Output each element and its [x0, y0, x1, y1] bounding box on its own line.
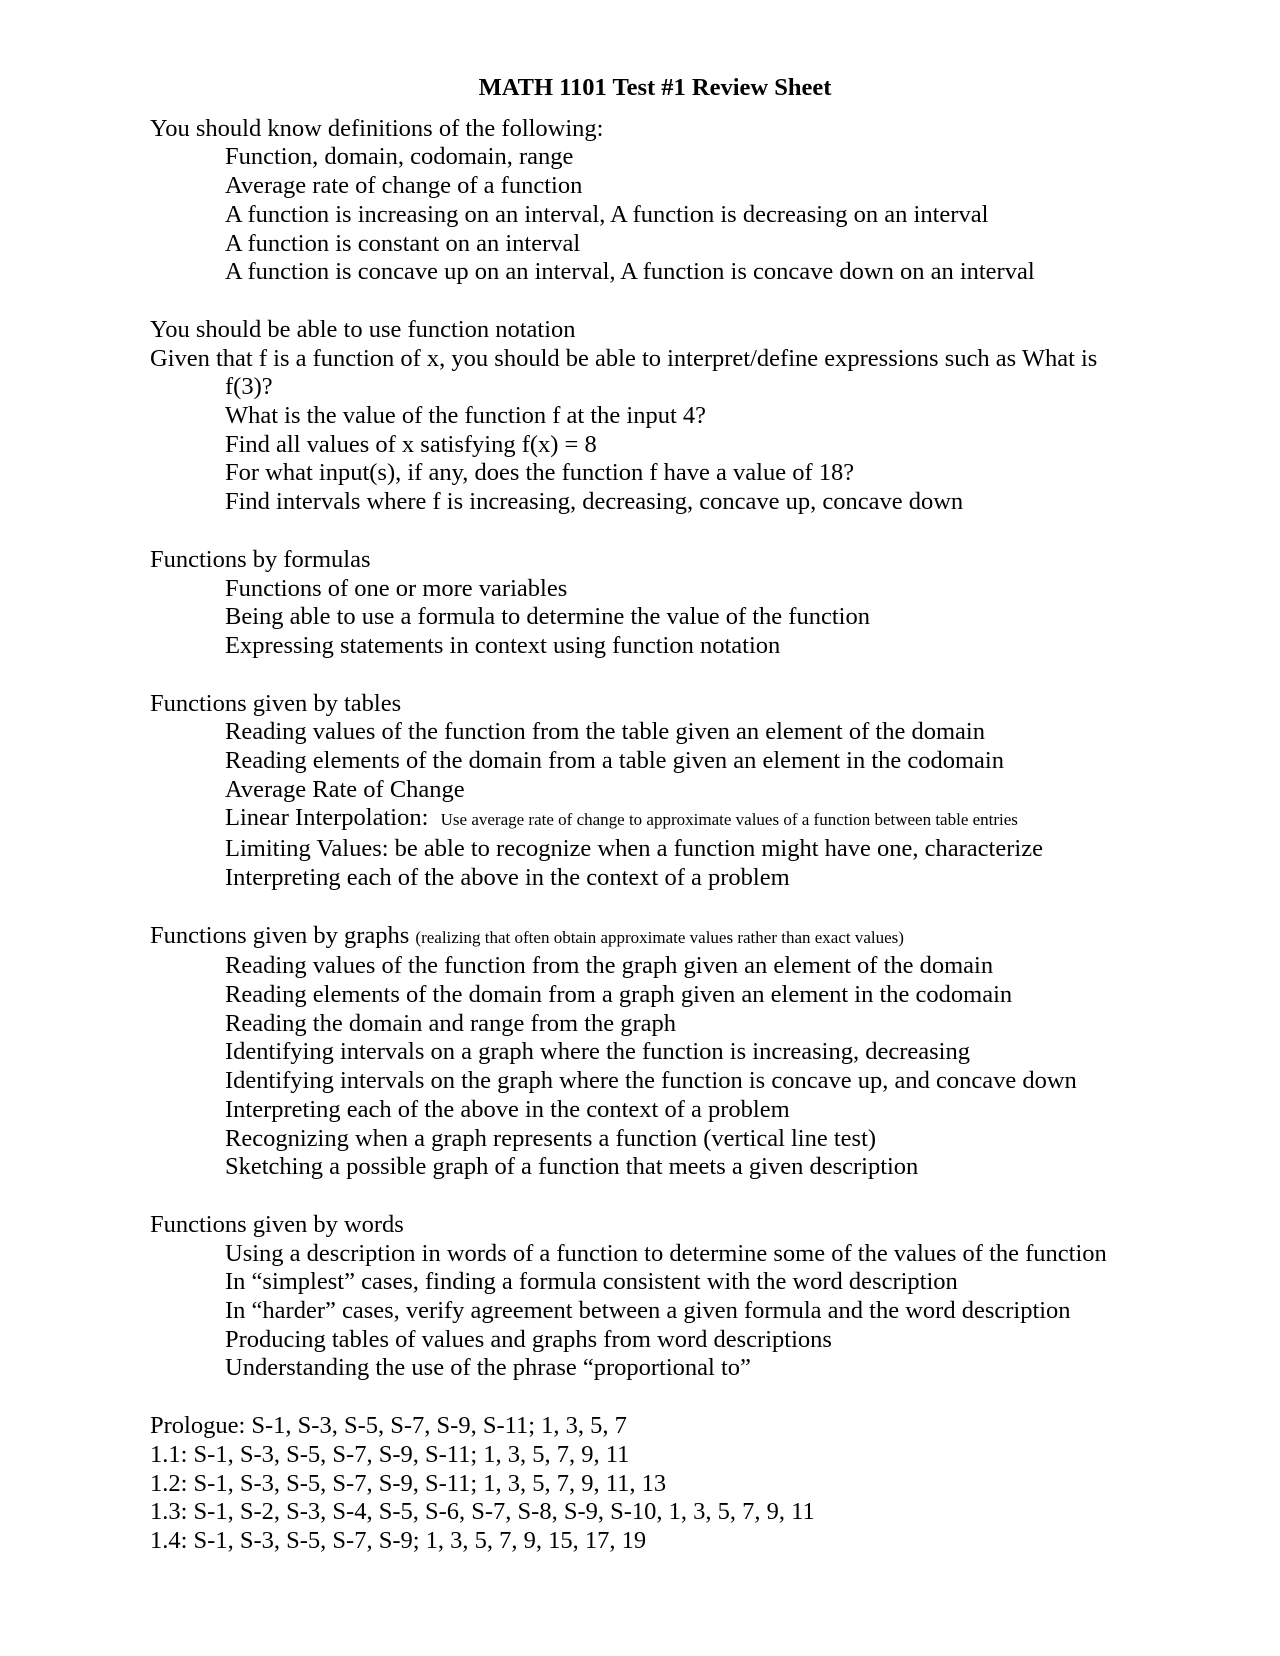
list-item: f(3)? [225, 373, 273, 401]
section-heading-note: (realizing that often obtain approximate values rather than exact values) [415, 927, 904, 947]
list-item: Reading elements of the domain from a graph given an element in the codomain [225, 980, 1013, 1008]
list-item: Interpreting each of the above in the context of a problem [225, 1095, 790, 1123]
exercise-line: Prologue: S-1, S-3, S-5, S-7, S-9, S-11; 1, 3, 5, 7 [150, 1412, 627, 1440]
exercise-line: 1.4: S-1, S-3, S-5, S-7, S-9; 1, 3, 5, 7, 9, 15, 17, 19 [150, 1526, 647, 1554]
exercise-line: 1.1: S-1, S-3, S-5, S-7, S-9, S-11; 1, 3, 5, 7, 9, 11 [150, 1440, 630, 1468]
page-title-text: MATH 1101 Test #1 Review Sheet [478, 74, 832, 101]
section-heading [150, 922, 1150, 953]
list-item: Functions of one or more variables [225, 574, 568, 602]
list-item: Recognizing when a graph represents a function (vertical line test) [225, 1124, 877, 1152]
list-item: In “simplest” cases, finding a formula consistent with the word description [225, 1268, 958, 1296]
list-item: Reading values of the function from the table given an element of the domain [225, 718, 985, 746]
list-item: Average rate of change of a function [225, 172, 583, 200]
list-item: Reading elements of the domain from a table given an element in the codomain [225, 747, 1004, 775]
list-item: Find all values of x satisfying f(x) = 8 [225, 430, 597, 458]
list-item: Identifying intervals on the graph where the function is concave up, and concave down [225, 1067, 1077, 1095]
list-item: Function, domain, codomain, range [225, 143, 574, 171]
list-item: Interpreting each of the above in the context of a problem [225, 863, 790, 891]
section-heading-text: Functions given by graphs [150, 921, 410, 949]
section-definitions [150, 115, 1150, 287]
list-item: In “harder” cases, verify agreement between a given formula and the word description [225, 1297, 1071, 1325]
list-item: Expressing statements in context using function notation [225, 631, 781, 659]
list-item: A function is concave up on an interval, A function is concave down on an interval [225, 258, 1035, 286]
exercise-list [150, 1412, 1150, 1556]
list-item: Identifying intervals on a graph where the function is increasing, decreasing [225, 1038, 970, 1066]
list-item: Find intervals where f is increasing, decreasing, concave up, concave down [225, 488, 964, 516]
list-item: Average Rate of Change [225, 775, 465, 803]
list-item: Being able to use a formula to determine the value of the function [225, 603, 870, 631]
list-item: Reading the domain and range from the graph [225, 1009, 677, 1037]
list-item-interpolation [150, 804, 1150, 835]
review-sheet-page [150, 74, 1150, 1556]
section-heading: You should be able to use function notation [150, 315, 576, 343]
section-subheading: Given that f is a function of x, you should be able to interpret/define expressions such as What is [150, 344, 1098, 372]
page-title [150, 74, 1150, 103]
list-item: A function is constant on an interval [225, 229, 581, 257]
list-item: Sketching a possible graph of a function that meets a given description [225, 1153, 919, 1181]
list-item: Understanding the use of the phrase “proportional to” [225, 1354, 751, 1382]
list-item: Producing tables of values and graphs from word descriptions [225, 1325, 832, 1353]
section-function-notation [150, 316, 1150, 517]
section-graphs [150, 922, 1150, 1182]
list-item: Using a description in words of a function to determine some of the values of the function [225, 1239, 1107, 1267]
interpolation-note: Use average rate of change to approximate values of a function between table entries [440, 810, 1018, 830]
interpolation-label: Linear Interpolation: [225, 804, 429, 832]
list-item: Limiting Values: be able to recognize when a function might have one, characterize [225, 835, 1043, 863]
section-heading: Functions given by tables [150, 689, 402, 717]
section-heading: Functions by formulas [150, 545, 371, 573]
section-tables [150, 690, 1150, 893]
list-item: A function is increasing on an interval, A function is decreasing on an interval [225, 200, 989, 228]
section-formulas [150, 546, 1150, 661]
list-item: What is the value of the function f at the input 4? [225, 402, 707, 430]
list-item: Reading values of the function from the graph given an element of the domain [225, 952, 994, 980]
exercise-line: 1.3: S-1, S-2, S-3, S-4, S-5, S-6, S-7, S-8, S-9, S-10, 1, 3, 5, 7, 9, 11 [150, 1498, 815, 1526]
exercise-line: 1.2: S-1, S-3, S-5, S-7, S-9, S-11; 1, 3, 5, 7, 9, 11, 13 [150, 1469, 667, 1497]
section-heading: Functions given by words [150, 1210, 404, 1238]
section-heading: You should know definitions of the following: [150, 114, 604, 142]
list-item: For what input(s), if any, does the function f have a value of 18? [225, 459, 855, 487]
section-words [150, 1211, 1150, 1383]
